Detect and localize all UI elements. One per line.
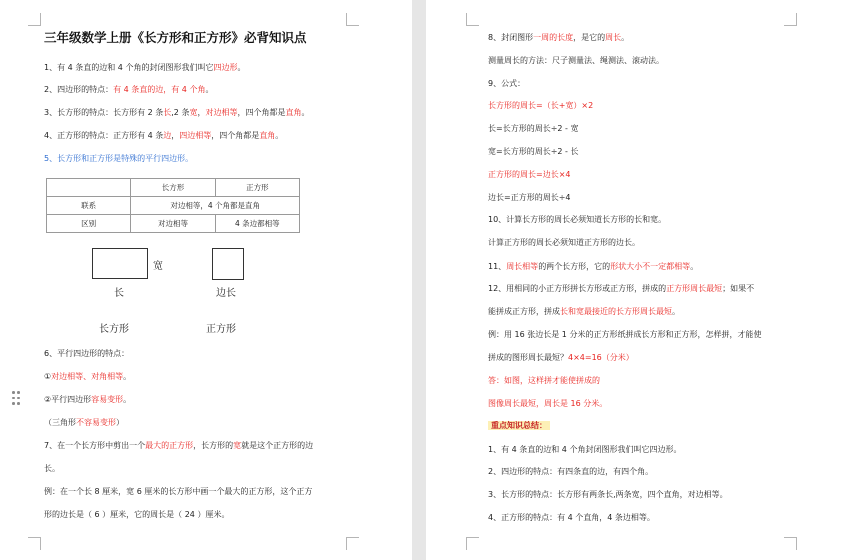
summary-line: 3、长方形的特点：长方形有两条长,两条宽，四个直角，对边相等。	[488, 490, 728, 499]
text-span: 最大的正方形	[145, 441, 194, 450]
text-span: 11、	[488, 262, 507, 271]
text-line	[488, 55, 664, 66]
summary-line: 2、四边形的特点：有四条直的边，有四个角。	[488, 467, 654, 476]
table-cell: 联系	[47, 197, 131, 215]
text-line	[44, 62, 245, 73]
text-span: 周长	[605, 33, 622, 42]
text-span: 正方形周长最短	[666, 284, 723, 293]
text-line	[44, 509, 229, 520]
text-line	[488, 123, 578, 134]
text-span: 7、在一个长方形中剪出一个	[44, 441, 146, 450]
table-header-rectangle: 长方形	[131, 179, 215, 197]
comparison-table	[46, 178, 300, 233]
margin-corner-bottom-left	[28, 537, 41, 550]
text-span: 四边相等	[179, 131, 212, 140]
text-span: 长=长方形的周长÷2 - 宽	[488, 124, 579, 133]
text-span: 形状大小不一定都相等	[610, 262, 691, 271]
text-line	[44, 463, 60, 474]
text-span: 4、正方形的特点：正方形有 4 条	[44, 131, 164, 140]
text-span: 4×4=16（分米）	[568, 353, 634, 362]
text-span: 。	[672, 307, 680, 316]
table-header-square: 正方形	[215, 179, 299, 197]
text-line	[44, 417, 124, 428]
text-span: 。	[123, 372, 132, 381]
square-figure	[212, 248, 244, 280]
text-span: 例：用 16 张边长是 1 分米的正方形纸拼成长方形和正方形，怎样拼，才能使	[488, 330, 762, 339]
text-span: ，是它的	[573, 33, 606, 42]
text-span: 长和宽最接近的长方形周长最短	[560, 307, 672, 316]
table-cell: 对边相等，4 个角都是直角	[131, 197, 300, 215]
document-page-left	[0, 0, 412, 560]
summary-line: 1、有 4 条直的边和 4 个角封闭图形我们叫它四边形。	[488, 445, 682, 454]
text-span: 宽=长方形的周长÷2 - 长	[488, 147, 579, 156]
summary-line: 4、正方形的特点：有 4 个直角，4 条边相等。	[488, 513, 655, 522]
text-span: 边长=正方形的周长÷4	[488, 193, 571, 202]
text-span: 。	[275, 131, 284, 140]
text-span: 容易变形	[91, 395, 124, 404]
text-line	[488, 306, 680, 317]
text-line	[44, 153, 193, 164]
rectangle-width-label: 宽	[153, 261, 163, 272]
text-span: 3、长方形的特点：长方形有 2 条	[44, 108, 164, 117]
text-span: 边	[163, 131, 172, 140]
text-line	[44, 348, 129, 359]
text-span: ，	[171, 131, 180, 140]
text-line	[44, 394, 131, 405]
table-cell: 对边相等	[131, 215, 215, 233]
text-span: 正方形的周长=边长×4	[488, 170, 571, 179]
text-span: 图像周长最短，周长是 16 分米。	[488, 399, 608, 408]
text-line	[44, 486, 312, 497]
margin-corner-bottom-right	[346, 537, 359, 550]
text-line	[488, 146, 578, 157]
text-span: 的两个长方形，它的	[538, 262, 611, 271]
text-span: 。	[205, 85, 214, 94]
text-span: 对边相等	[205, 108, 238, 117]
text-line	[488, 329, 761, 340]
table-cell	[47, 179, 131, 197]
margin-corner-top-right	[784, 13, 797, 26]
summary-heading-text: 重点知识总结：	[488, 421, 550, 430]
table-cell: 区别	[47, 215, 131, 233]
text-span: 。	[123, 395, 132, 404]
text-span: 直角	[259, 131, 276, 140]
text-span: 5、长方形和正方形是特殊的平行四边形。	[44, 154, 194, 163]
text-line	[44, 107, 309, 118]
text-span: ①	[44, 372, 52, 381]
text-span: ，四个角都是	[211, 131, 260, 140]
text-span: 长	[163, 108, 172, 117]
rectangle-figure	[92, 248, 148, 279]
text-span: 2、四边形的特点：	[44, 85, 114, 94]
margin-corner-top-left	[28, 13, 41, 26]
drag-handle-icon[interactable]	[12, 391, 22, 407]
text-line	[488, 32, 629, 43]
document-title: 三年级数学上册《长方形和正方形》必背知识点	[44, 30, 307, 45]
text-line	[488, 100, 593, 111]
text-line	[488, 352, 634, 363]
text-line	[44, 130, 283, 141]
text-span: 例：在一个长 8 厘米，宽 6 厘米的长方形中画一个最大的正方形，这个正方	[44, 487, 313, 496]
rectangle-length-label: 长	[114, 288, 124, 299]
text-line	[488, 261, 698, 272]
summary-heading	[488, 420, 550, 431]
text-span: 8、封闭图形	[488, 33, 534, 42]
text-line	[488, 375, 600, 386]
text-span: 6、平行四边形的特点：	[44, 349, 130, 358]
text-span: 宽	[189, 108, 198, 117]
text-line	[488, 192, 571, 203]
text-line	[488, 237, 640, 248]
text-span: 长。	[44, 464, 60, 473]
rectangle-name-label: 长方形	[99, 324, 129, 335]
text-span: 一周的长度	[533, 33, 574, 42]
table-cell: 4 条边都相等	[215, 215, 299, 233]
text-span: ,2 条	[171, 108, 190, 117]
text-span: 10、计算长方形的周长必须知道长方形的长和宽。	[488, 215, 667, 224]
text-line	[488, 398, 607, 409]
text-line	[488, 78, 525, 89]
text-span: ，四个角都是	[237, 108, 286, 117]
text-span: （三角形	[44, 418, 76, 427]
text-span: 9、公式：	[488, 79, 526, 88]
text-span: ②平行四边形	[44, 395, 92, 404]
text-span: 宽	[233, 441, 242, 450]
table-row	[47, 179, 300, 197]
margin-corner-bottom-right	[784, 537, 797, 550]
text-span: 。	[237, 63, 246, 72]
text-span: 答：如图，这样拼才能使拼成的	[488, 376, 600, 385]
text-span: 长方形的周长=（长+宽）×2	[488, 101, 594, 110]
text-span: 测量周长的方法：尺子测量法、绳测法、滚动法。	[488, 56, 664, 65]
text-span: 形的边长是（ 6 ）厘米，它的周长是（ 24 ）厘米。	[44, 510, 230, 519]
text-span: 。	[690, 262, 699, 271]
margin-corner-bottom-left	[466, 537, 479, 550]
text-line	[488, 283, 754, 294]
text-span: 拼成的图形周长最短？	[488, 353, 568, 362]
table-row	[47, 197, 300, 215]
text-span: 有 4 条直的边，有 4 个角	[113, 85, 206, 94]
text-line	[44, 440, 313, 451]
text-span: 不容易变形	[76, 418, 116, 427]
text-span: 。	[621, 33, 630, 42]
table-row	[47, 215, 300, 233]
text-span: 计算正方形的周长必须知道正方形的边长。	[488, 238, 640, 247]
margin-corner-top-right	[346, 13, 359, 26]
text-span: 12、用相同的小正方形拼长方形或正方形，拼成的	[488, 284, 667, 293]
text-span: ，长方形的	[193, 441, 234, 450]
text-span: ；如果不	[722, 284, 755, 293]
text-line	[44, 84, 213, 95]
text-span: ，	[197, 108, 206, 117]
text-span: 周长相等	[506, 262, 539, 271]
text-line	[488, 214, 666, 225]
text-span: 能拼成正方形，拼成	[488, 307, 560, 316]
text-line	[488, 169, 571, 180]
text-span: 就是这个正方形的边	[241, 441, 314, 450]
text-line	[44, 371, 131, 382]
text-span: 1、有 4 条直的边和 4 个角的封闭图形我们叫它	[44, 63, 214, 72]
text-span: 。	[301, 108, 310, 117]
text-span: ）	[116, 418, 124, 427]
square-name-label: 正方形	[206, 324, 236, 335]
text-span: 四边形	[213, 63, 238, 72]
text-span: 对边相等、对角相等	[51, 372, 124, 381]
document-page-right	[426, 0, 868, 560]
margin-corner-top-left	[466, 13, 479, 26]
text-span: 直角	[285, 108, 302, 117]
square-side-label: 边长	[216, 288, 236, 299]
